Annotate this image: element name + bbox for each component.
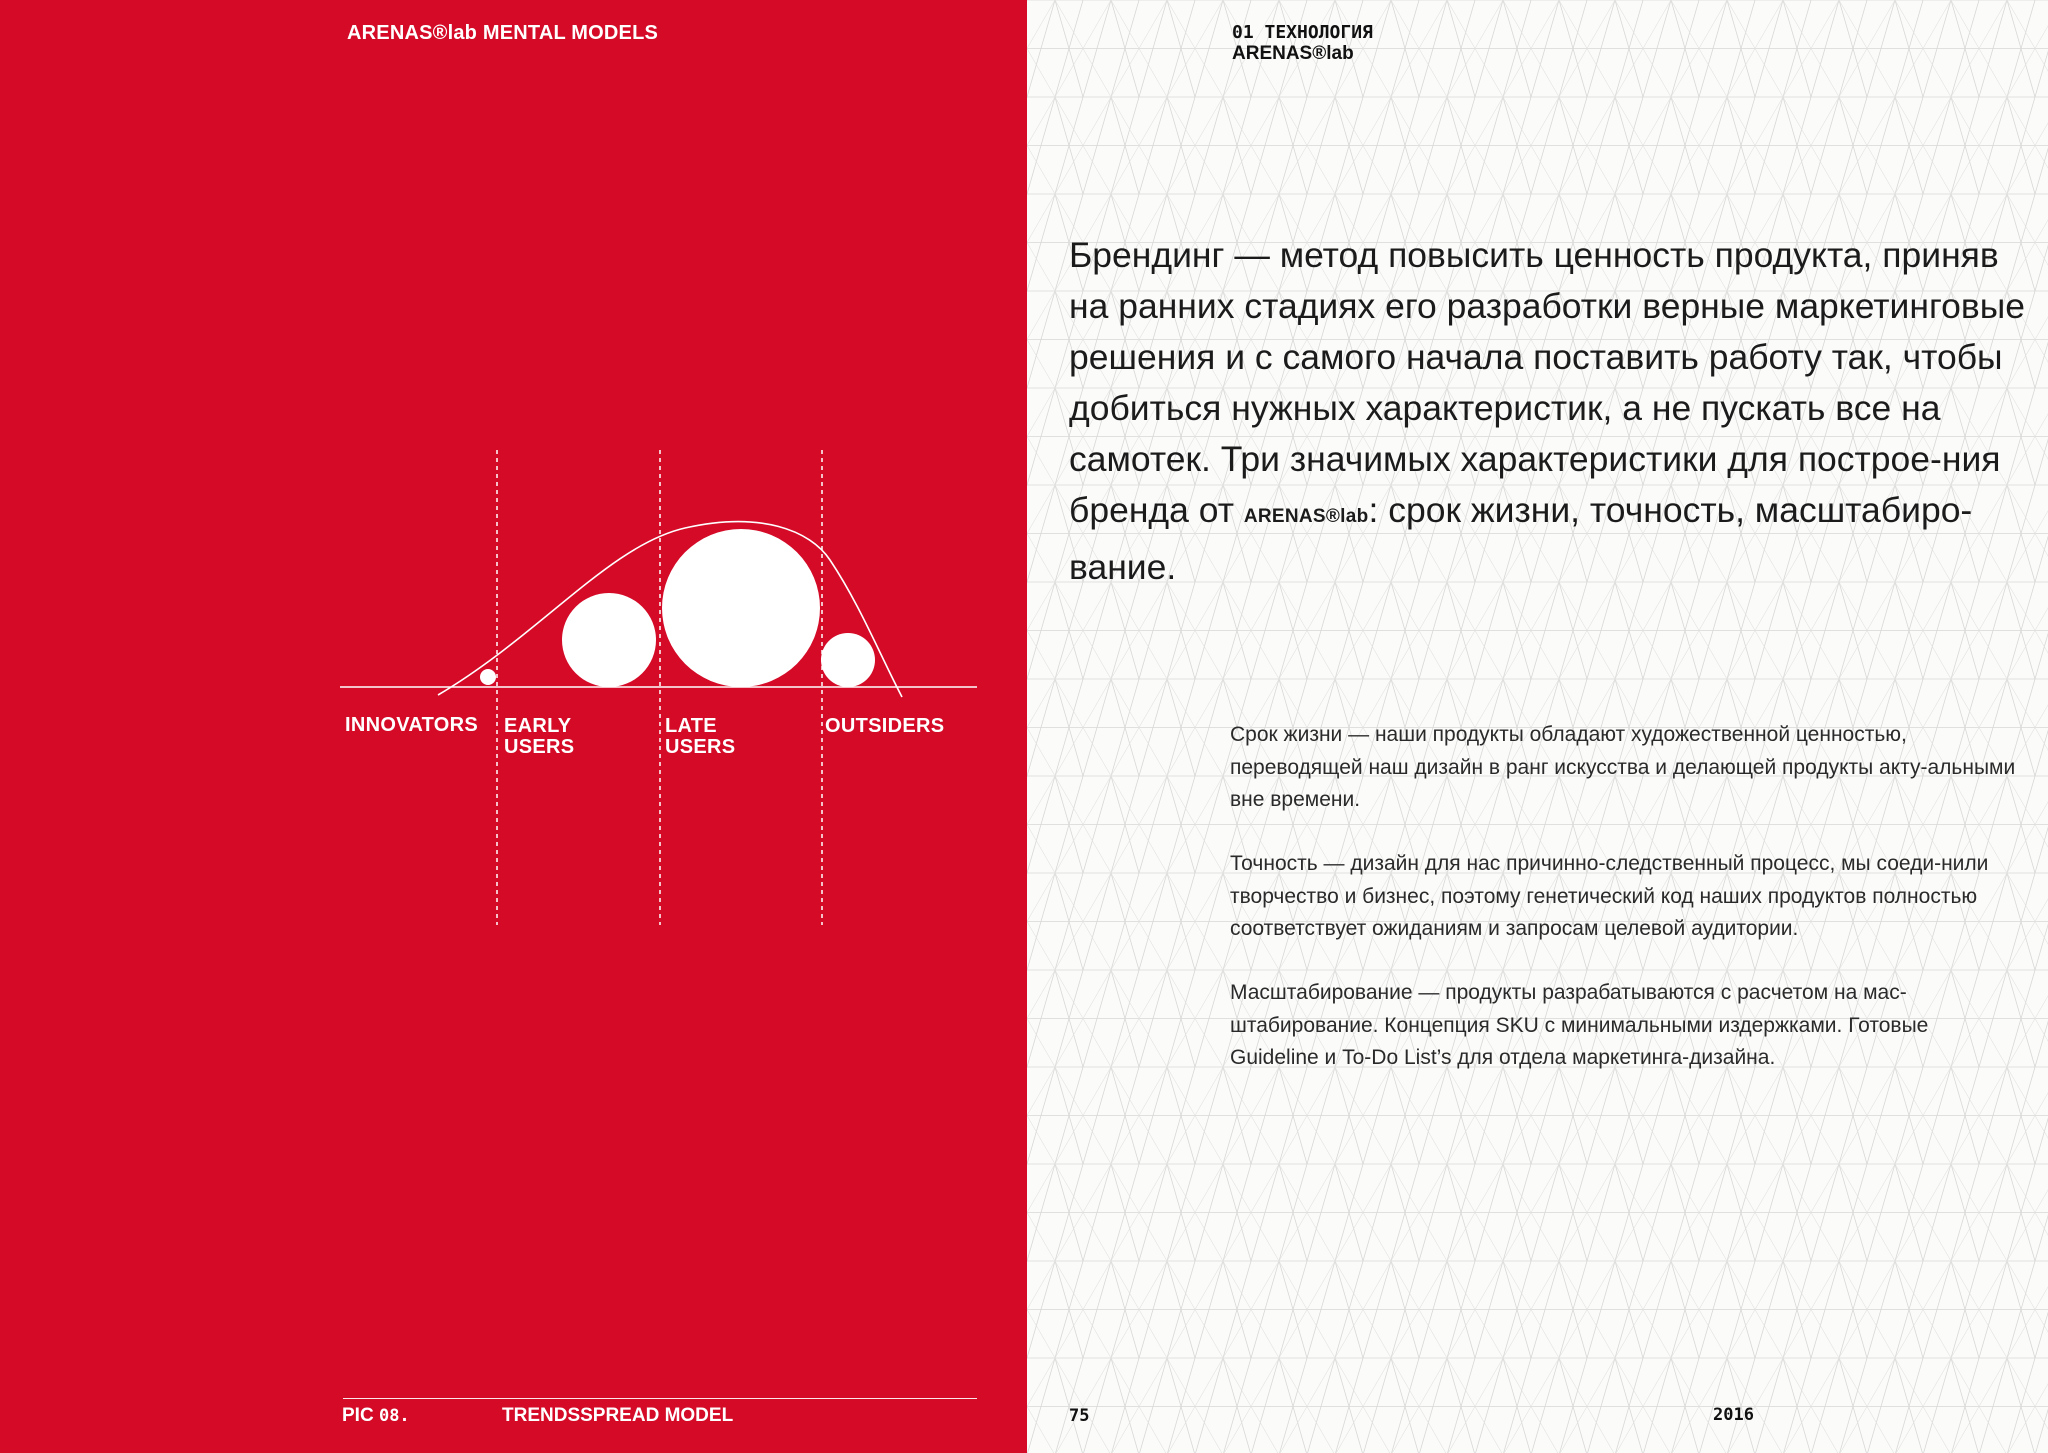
outsiders-circle [821, 633, 875, 687]
lead-paragraph [1069, 230, 2029, 593]
label-late-line1: LATE [665, 715, 717, 737]
label-outsiders: OUTSIDERS [825, 715, 945, 737]
label-late-users [665, 716, 735, 758]
page-number: 75 [1069, 1406, 1090, 1426]
label-early-line2: USERS [504, 736, 575, 758]
label-early-users [504, 716, 574, 758]
left-page-header: ARENAS®lab MENTAL MODELS [347, 22, 659, 44]
pic-title: TRENDSSPREAD MODEL [502, 1405, 734, 1426]
lead-brand: ARENAS®lab [1243, 506, 1369, 527]
chapter-title: 01 ТЕХНОЛОГИЯ [1232, 22, 1373, 43]
lead-text-2: : срок жизни, точность, масштабиро-вание. [1069, 490, 1973, 587]
paragraph-precision: Точность — дизайн для нас причинно-следственный процесс, мы соеди-нили творчество и бизнес, поэтому генетический код наших продуктов полностью соответствует ожиданиям и запросам целевой аудитории. [1230, 852, 1989, 940]
paragraph-lifetime: Срок жизни — наши продукты обладают художественной ценностью, переводящей наш дизайн в ранг искусства и делающей продукты акту-альными вне времени. [1230, 723, 2016, 811]
early-users-circle [562, 593, 656, 687]
paragraph-scaling: Масштабирование — продукты разрабатываются с расчетом на мас-штабирование. Концепция SKU с минимальными издержками. Готовые Guideline и To-Do List’s для отдела маркетинга-дизайна. [1230, 981, 1929, 1069]
lead-text-1: Брендинг — метод повысить ценность продукта, приняв на ранних стадиях его разработки верные маркетинговые решения и с самого начала поставить работу так, чтобы добиться нужных характеристик, а не пускать все на самотек. Три значимых характеристики для построе-ния бренда от [1069, 235, 2026, 530]
footer-rule [343, 1398, 977, 1399]
trendsspread-diagram [340, 445, 980, 935]
pic-index: 08. [378, 1406, 410, 1426]
late-users-circle [662, 529, 820, 687]
innovators-circle [480, 669, 496, 685]
pic-number [342, 1405, 410, 1427]
label-early-line1: EARLY [504, 715, 572, 737]
pic-label: PIC [342, 1405, 379, 1426]
year: 2016 [1713, 1405, 1754, 1425]
right-page-header [1232, 22, 1373, 64]
brand-name: ARENAS®lab [1232, 43, 1354, 64]
label-innovators: INNOVATORS [345, 714, 479, 736]
label-late-line2: USERS [665, 736, 736, 758]
